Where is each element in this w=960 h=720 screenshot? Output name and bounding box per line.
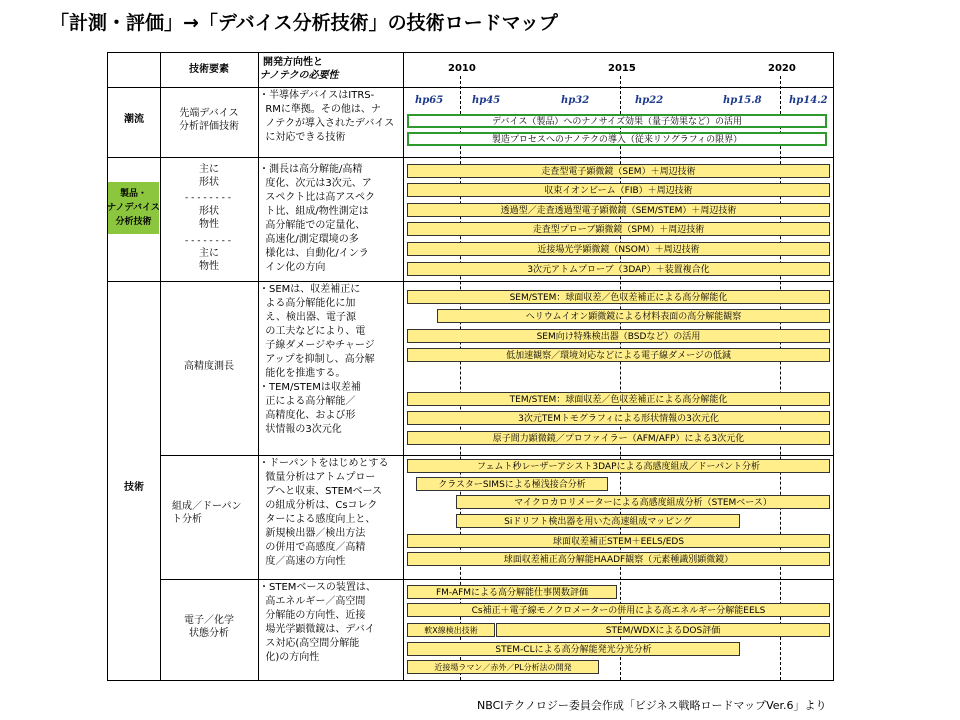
tech-bar: 3次元TEMトモグラフィによる形状情報の3次元化	[407, 411, 830, 425]
node-label: hp45	[472, 95, 501, 106]
tech-bar: 球面収差補正高分解能HAADF観察（元素種識別顕微鏡）	[407, 552, 830, 566]
product-direction: ・測長は高分解能/高精 度化、次元は3次元、ア スペクト比は高アスペク ト比、組成/物性測定は 高分解能での定量化、 高速化/測定環境の多 様化は、自動化/インラ イン化の方向	[259, 164, 375, 273]
tech-bar: マイクロカロリメーターによる高感度組成分析（STEMベース）	[456, 495, 830, 509]
tech-bar: STEM/WDXによるDOS評価	[496, 623, 830, 637]
tech-bar: Cs補正＋電子線モノクロメーターの併用による高エネルギー分解能EELS	[407, 603, 830, 617]
header-element: 技術要素	[189, 64, 229, 75]
year-label: 2010	[448, 63, 476, 74]
section-product-label: 製品・ ナノデバイス 分析技術	[107, 189, 160, 227]
tech-element-state: 電子／化学 状態分析	[184, 615, 234, 639]
tech-bar: 軟X線検出技術	[407, 623, 495, 637]
tech-bar: 原子間力顕微鏡／プロファイラー（AFM/AFP）による3次元化	[407, 431, 830, 445]
product-bar: 走査型電子顕微鏡（SEM）＋周辺技術	[407, 164, 830, 178]
tech-bar: クラスターSIMSによる極浅接合分析	[416, 477, 608, 491]
trend-direction: ・半導体デバイスはITRS- RMに準拠。その他は、ナ ノテクが導入されたデバイス に対応できる技術	[259, 90, 395, 143]
node-label: hp15.8	[723, 95, 762, 106]
node-label: hp22	[635, 95, 664, 106]
tech-direction-state: ・STEMベースの装置は、 高エネルギー／高空間 分解能の方向性、近接 場光学顕微鏡は、デバイ ス対応(高空間分解能 化)の方向性	[259, 582, 376, 663]
source-note: NBCIテクノロジー委員会作成「ビジネス戦略ロードマップVer.6」より	[477, 699, 827, 712]
row-divider	[107, 87, 833, 88]
tech-bar: ヘリウムイオン顕微鏡による材料表面の高分解能観察	[437, 309, 830, 323]
node-label: hp65	[415, 95, 444, 106]
tech-bar: Siドリフト検出器を用いた高速組成マッピング	[456, 514, 740, 528]
section-technology: 技術	[124, 482, 144, 493]
tech-direction-composition: ・ドーパントをはじめとする 微量分析はアトムプロー ブへと収束、STEMベース の組成分析は、Csコレク ターによる感度向上と、 新規検出器／検出方法 の併用で高感度／高精 度／高速の方向性	[259, 458, 389, 567]
row-divider	[107, 157, 833, 158]
node-label: hp32	[561, 95, 590, 106]
section-product	[108, 182, 159, 234]
separator: - - - - - - - -	[185, 193, 232, 203]
tech-bar: 近接場ラマン／赤外／PL分析法の開発	[407, 660, 599, 674]
section-trend: 潮流	[124, 114, 144, 125]
trend-bar: デバイス（製品）へのナノサイズ効果（量子効果など）の活用	[407, 114, 827, 128]
product-element-shape: 主に 形状	[199, 164, 219, 188]
tech-bar: 球面収差補正STEM＋EELS/EDS	[407, 534, 830, 548]
tech-direction-measurement: ・SEMは、収差補正に よる高分解能化に加 え、検出器、電子源 の工夫などにより、電 子線ダメージやチャージ アップを抑制し、高分解 能化を推進する。 ・TEM/STEMは収差補 正による高分解能／ 高精度化、および形 状情報の3次元化	[259, 284, 375, 435]
tech-bar: TEM/STEM：球面収差／色収差補正による高分解能化	[407, 392, 830, 406]
trend-element: 先端デバイス 分析評価技術	[179, 108, 239, 132]
product-element-property: 主に 物性	[199, 248, 219, 272]
product-element-shape-property: 形状 物性	[199, 206, 219, 230]
page-title: 「計測・評価」→「デバイス分析技術」の技術ロードマップ	[50, 12, 558, 34]
tech-element-measurement: 高精度測長	[184, 361, 234, 372]
row-divider	[160, 455, 833, 456]
header-direction-2: ナノテクの必要性	[259, 70, 339, 81]
node-label: hp14.2	[789, 95, 828, 106]
product-bar: 透過型／走査透過型電子顕微鏡（SEM/STEM）＋周辺技術	[407, 203, 830, 217]
column-divider	[403, 52, 404, 680]
header-direction-1: 開発方向性と	[263, 57, 323, 68]
product-bar: 近接場光学顕微鏡（NSOM）＋周辺技術	[407, 242, 830, 256]
tech-bar: 低加速観察／環境対応などによる電子線ダメージの低減	[407, 348, 830, 362]
tech-bar: STEM-CLによる高分解能発光分光分析	[407, 642, 740, 656]
tech-bar: SEM向け特殊検出器（BSDなど）の活用	[407, 329, 830, 343]
tech-bar: FM-AFMによる高分解能仕事関数評価	[407, 585, 617, 599]
tech-bar: SEM/STEM：球面収差／色収差補正による高分解能化	[407, 290, 830, 304]
row-divider	[107, 281, 833, 282]
year-label: 2015	[608, 63, 636, 74]
separator: - - - - - - - -	[185, 236, 232, 246]
tech-element-composition: 組成／ドーパン ト分析	[172, 501, 242, 525]
year-label: 2020	[768, 63, 796, 74]
product-bar: 3次元アトムプローブ（3DAP）＋装置複合化	[407, 262, 830, 276]
row-divider	[160, 579, 833, 580]
product-bar: 走査型プローブ顕微鏡（SPM）＋周辺技術	[407, 222, 830, 236]
tech-bar: フェムト秒レーザーアシスト3DAPによる高感度組成／ドーパント分析	[407, 459, 830, 473]
product-bar: 収束イオンビーム（FIB）＋周辺技術	[407, 183, 830, 197]
trend-bar: 製造プロセスへのナノテクの導入（従来リソグラフィの限界）	[407, 132, 827, 146]
